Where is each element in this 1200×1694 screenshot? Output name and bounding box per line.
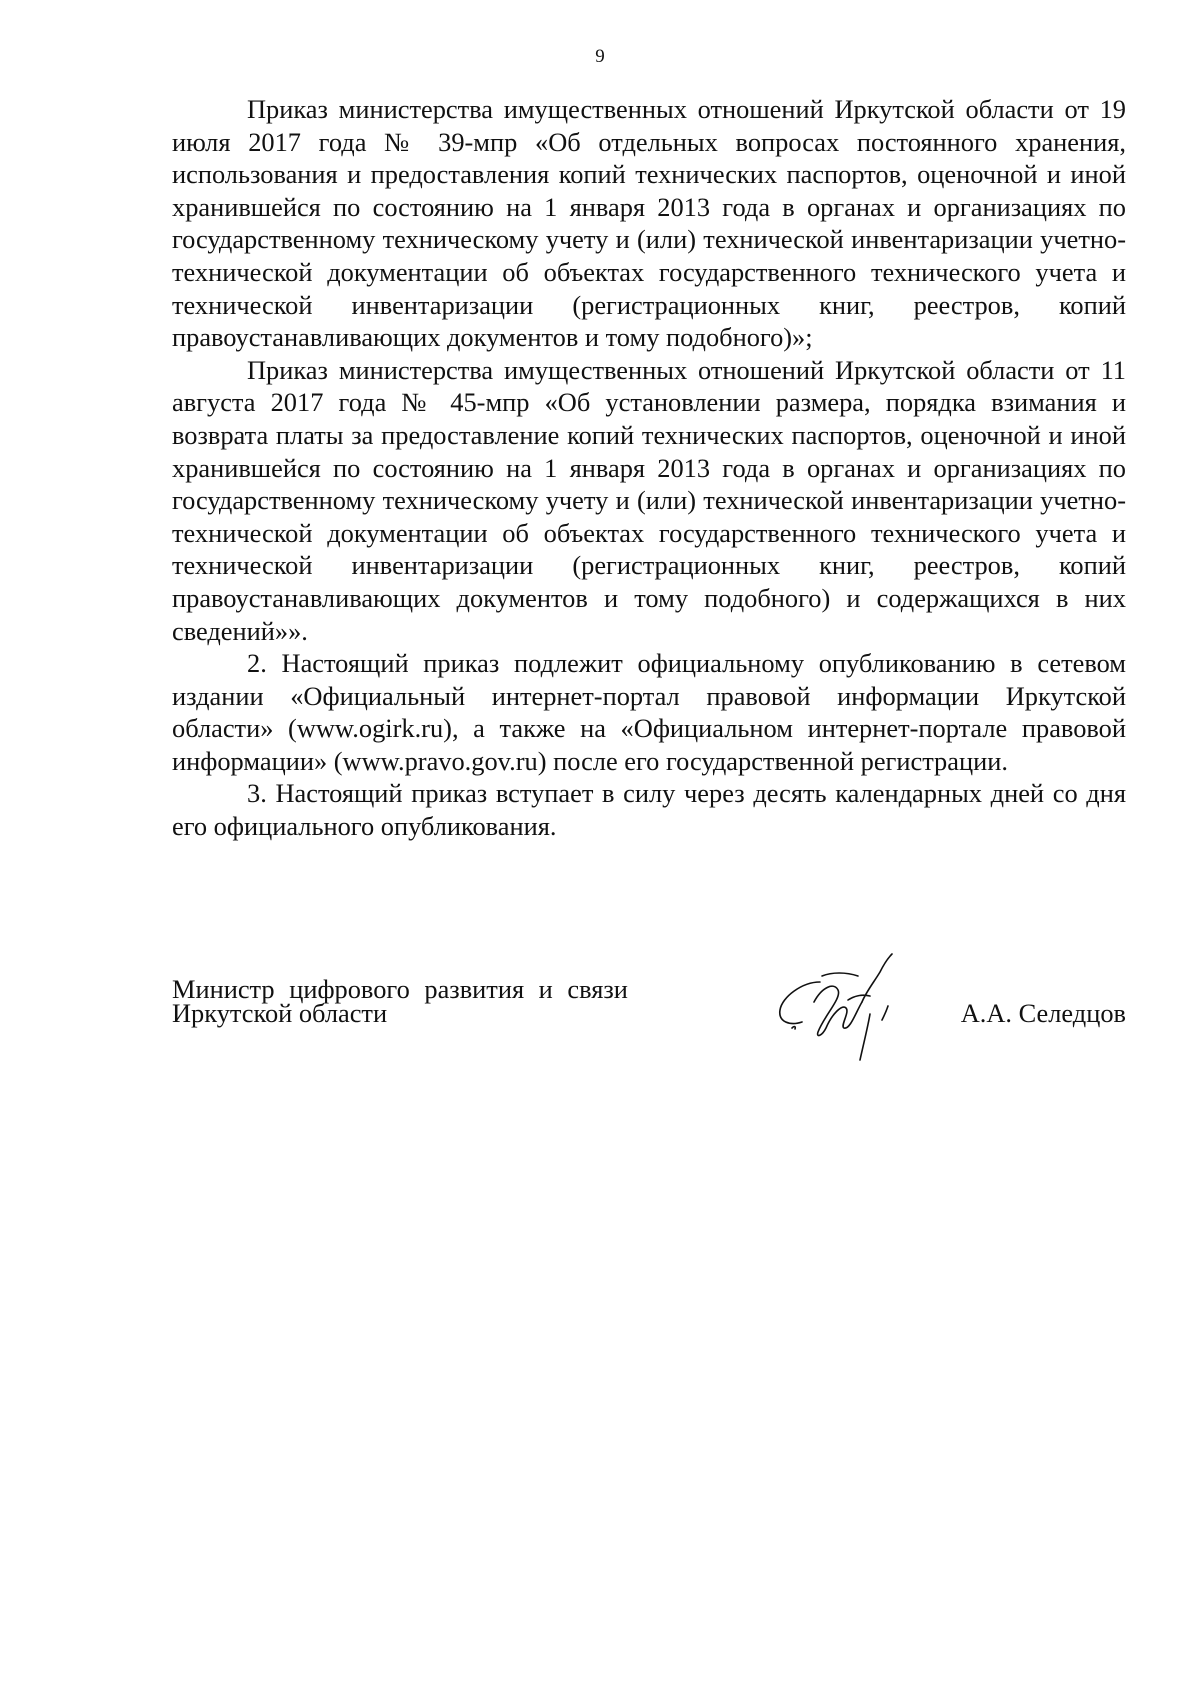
signer-title [172,974,692,1028]
paragraph-publication: 2. Настоящий приказ подлежит официальному опубликованию в сетевом издании «Официальный интернет-портал правовой информации Иркутской области» (www.ogirk.ru), а также на «Официальном интернет-портале правовой информации» (www.pravo.gov.ru) после его государственной регистрации. [172,648,1126,776]
handwritten-signature-icon [762,942,922,1067]
document-body [172,93,1126,843]
signer-title-line-1: Министр цифрового развития и связи [172,974,628,1004]
paragraph-order-39-mpr: Приказ министерства имущественных отношений Иркутской области от 19 июля 2017 года № 39-мпр «Об отдельных вопросах постоянного хранения, использования и предоставления копий технических паспортов, оценочной и иной хранившейся по состоянию на 1 января 2013 года в органах и организациях по государственному техническому учету и (или) технической инвентаризации учетно-технической документации об объектах государственного технического учета и технической инвентаризации (регистрационных книг, реестров, копий правоустанавливающих документов и тому подобного)»; [172,94,1126,353]
signer-name: А.А. Селедцов [960,998,1126,1028]
page-number: 9 [595,46,605,67]
signer-title-line-2: Иркутской области [172,998,388,1028]
paragraph-order-45-mpr: Приказ министерства имущественных отношений Иркутской области от 11 августа 2017 года № 45-мпр «Об установлении размера, порядка взимания и возврата платы за предоставление копий технических паспортов, оценочной и иной хранившейся по состоянию на 1 января 2013 года в органах и организациях по государственному техническому учету и (или) технической инвентаризации учетно-технической документации об объектах государственного технического учета и технической инвентаризации (регистрационных книг, реестров, копий правоустанавливающих документов и тому подобного) и содержащихся в них сведений»». [172,354,1126,646]
paragraph-entry-into-force: 3. Настоящий приказ вступает в силу через десять календарных дней со дня его официального опубликования. [172,778,1126,842]
signature-block [172,960,1126,1070]
